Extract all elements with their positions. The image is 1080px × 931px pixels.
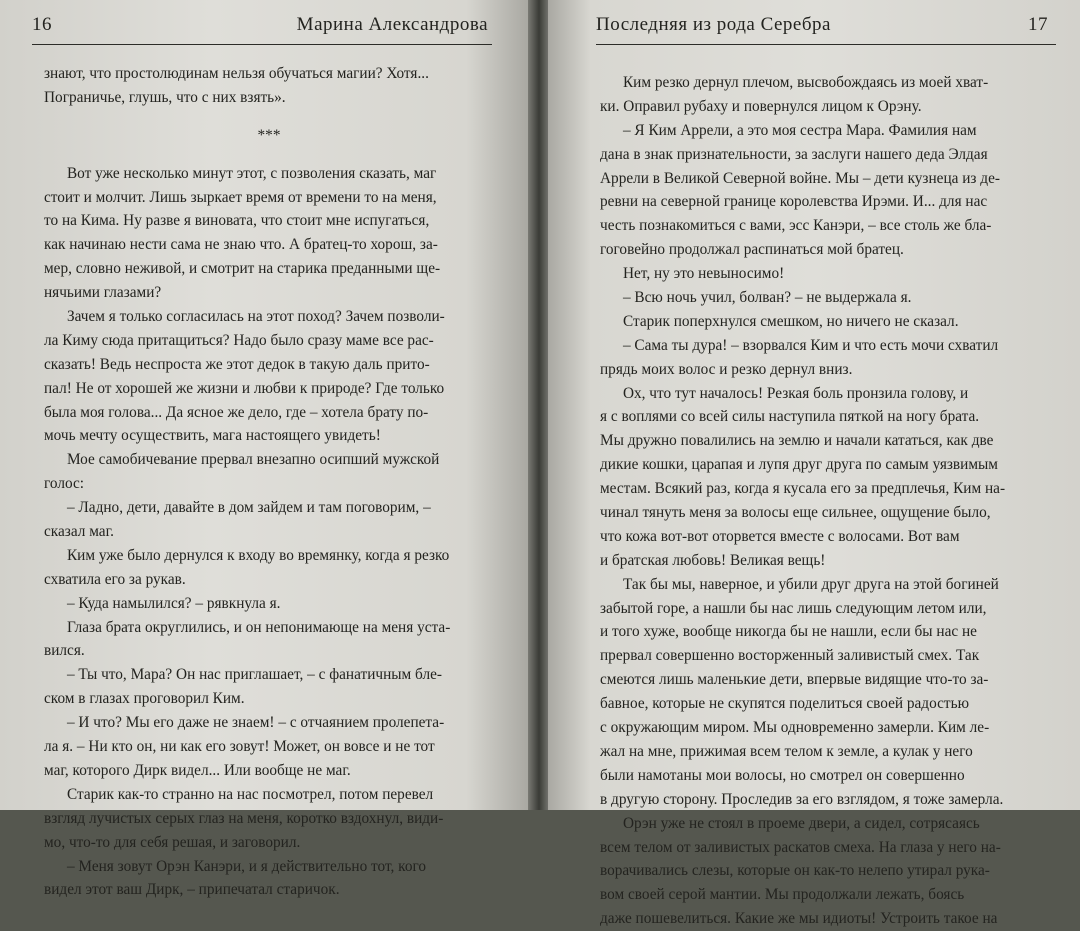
text-line: – Куда намылился? – рявкнула я.	[44, 594, 281, 612]
text-line: Старик поперхнулся смешком, но ничего не сказал.	[600, 312, 959, 330]
text-line: дана в знак признательности, за заслуги нашего деда Элдая	[600, 145, 988, 163]
text-line: ки. Оправил рубаху и повернулся лицом к Орэну.	[600, 97, 922, 115]
text-line: в другую сторону. Проследив за его взглядом, я тоже замерла.	[600, 790, 1004, 808]
text-line: – Сама ты дура! – взорвался Ким и что есть мочи схватил	[600, 336, 999, 354]
left-page-header	[32, 14, 492, 44]
text-line: Мое самобичевание прервал внезапно осипший мужской	[44, 451, 440, 469]
line-gap	[44, 110, 494, 124]
text-line: – И что? Мы его даже не знаем! – с отчаянием пролепета-	[44, 714, 445, 732]
text-line: – Я Ким Аррели, а это моя сестра Мара. Фамилия нам	[600, 121, 977, 139]
text-line: Вот уже несколько минут этот, с позволения сказать, маг	[44, 164, 437, 182]
text-line: ревни на северной границе королевства Ирэми. И... для нас	[600, 193, 988, 211]
text-line: Ох, что тут началось! Резкая боль пронзила голову, и	[600, 384, 969, 402]
header-rule	[32, 44, 492, 45]
text-line: взгляд лучистых серых глаз на меня, коротко вздохнул, види-	[44, 809, 444, 827]
text-line: Аррели в Великой Северной войне. Мы – дети кузнеца из де-	[600, 169, 1000, 187]
text-line: – Всю ночь учил, болван? – не выдержала я.	[600, 289, 912, 307]
right-page-header	[596, 14, 1056, 44]
text-line: ворачивались слезы, которые он как-то нелепо утирал рука-	[600, 862, 990, 880]
text-line: Ким резко дернул плечом, высвобождаясь из моей хват-	[600, 74, 989, 91]
text-line: маг, которого Дирк видел... Или вообще не маг.	[44, 761, 351, 779]
page-number: 16	[32, 14, 52, 35]
text-line: сказать! Ведь неспроста же этот дедок в такую даль прито-	[44, 355, 430, 373]
left-page	[0, 0, 530, 899]
text-line: с окружающим миром. Мы одновременно замерли. Ким ле-	[600, 719, 990, 737]
text-line: ском в глазах проговорил Ким.	[44, 690, 245, 708]
text-line: сказал маг.	[44, 523, 114, 541]
text-line: Глаза брата округлились, и он непонимающе на меня уста-	[44, 618, 451, 636]
text-line: видел этот ваш Дирк, – припечатал старичок.	[44, 881, 340, 899]
text-line: мочь мечту осуществить, мага настоящего увидеть!	[44, 427, 381, 445]
text-line: Ким уже было дернулся к входу во времянку, когда я резко	[44, 546, 450, 564]
text-line: пал! Не от хорошей же жизни и любви к природе? Где только	[44, 379, 445, 397]
text-line: что кожа вот-вот оторвется вместе с волосами. Вот вам	[600, 527, 960, 545]
line-gap	[44, 148, 494, 162]
text-line: ла я. – Ни кто он, ни как его зовут! Может, он вовсе и не тот	[44, 738, 435, 756]
text-line: даже пошевелиться. Какие же мы идиоты! Устроить такое на	[600, 910, 998, 928]
right-page-body	[600, 71, 1050, 931]
text-line: то на Кима. Ну разве я виновата, что стоит мне испугаться,	[44, 212, 430, 230]
text-line: как начинаю нести сама не знаю что. А братец-то хорош, за-	[44, 236, 438, 254]
text-line: прядь моих волос и резко дернул вниз.	[600, 360, 853, 378]
text-line: знают, что простолюдинам нельзя обучаться магии? Хотя...	[44, 65, 429, 82]
text-line: Мы дружно повалились на землю и начали кататься, как две	[600, 432, 994, 450]
text-line: были намотаны мои волосы, но смотрел он совершенно	[600, 766, 965, 784]
text-line: стоит и молчит. Лишь зыркает время от времени то на меня,	[44, 188, 437, 206]
text-line: Нет, ну это невыносимо!	[600, 265, 785, 283]
right-page	[548, 0, 1080, 928]
text-line: мер, словно неживой, и смотрит на старика преданными ще-	[44, 260, 441, 278]
text-line: ла Киму сюда притащиться? Надо было сразу маме все рас-	[44, 331, 434, 349]
text-line: вился.	[44, 642, 85, 660]
text-line: и того хуже, вообще никогда бы не нашли, если бы нас не	[600, 623, 977, 641]
text-line: честь познакомиться с вами, эсс Канэри, – все столь же бла-	[600, 217, 992, 235]
running-head-author: Марина Александрова	[296, 14, 488, 35]
text-line: бавное, которые не скупятся поделиться своей радостью	[600, 695, 969, 713]
running-head-title: Последняя из рода Серебра	[596, 14, 831, 35]
text-line: гоговейно продолжал распинаться мой братец.	[600, 241, 904, 259]
text-line: всем телом от заливистых раскатов смеха. На глаза у него на-	[600, 838, 1001, 856]
text-line: мо, что-то для себя решая, и заговорил.	[44, 833, 301, 851]
text-line: – Ты что, Мара? Он нас приглашает, – с фанатичным бле-	[44, 666, 442, 684]
text-line: я с воплями со всей силы наступила пяткой на ногу брата.	[600, 408, 980, 426]
text-line: дикие кошки, царапая и лупя друг друга по самым уязвимым	[600, 456, 998, 474]
left-page-body	[44, 62, 494, 902]
text-line: была моя голова... Да ясное же дело, где – хотела брату по-	[44, 403, 429, 421]
text-line: Орэн уже не стоял в проеме двери, а сидел, сотрясаясь	[600, 814, 980, 832]
text-line: смеются лишь маленькие дети, впервые видящие что-то за-	[600, 671, 989, 689]
text-line: – Меня зовут Орэн Канэри, и я действительно тот, кого	[44, 857, 427, 875]
page-number: 17	[1028, 14, 1048, 35]
text-line: чинал тянуть меня за волосы еще сильнее, ощущение было,	[600, 504, 991, 522]
header-rule	[596, 44, 1056, 45]
text-line: Так бы мы, наверное, и убили друг друга на этой богиней	[600, 575, 999, 593]
text-line: вом своей серой мантии. Мы продолжали лежать, боясь	[600, 886, 965, 904]
text-line: Пограничье, глушь, что с них взять».	[44, 88, 286, 106]
text-line: схватила его за рукав.	[44, 570, 186, 588]
text-line: прервал совершенно восторженный заливистый смех. Так	[600, 647, 980, 665]
text-line: – Ладно, дети, давайте в дом зайдем и там поговорим, –	[44, 499, 431, 517]
text-line: жал на мне, прижимая всем телом к земле, а кулак у него	[600, 742, 973, 760]
text-line: и братская любовь! Великая вещь!	[600, 551, 826, 569]
scene-break: ***	[257, 126, 281, 144]
text-line: Зачем я только согласилась на этот поход? Зачем позволи-	[44, 308, 445, 326]
text-line: забытой горе, а нашли бы нас лишь следующим летом или,	[600, 599, 987, 617]
text-line: местам. Всякий раз, когда я кусала его за предплечья, Ким на-	[600, 480, 1006, 498]
text-line: Старик как-то странно на нас посмотрел, потом перевел	[44, 785, 434, 803]
text-line: нячьими глазами?	[44, 284, 162, 302]
book-gutter	[528, 0, 550, 810]
text-line: голос:	[44, 475, 85, 493]
